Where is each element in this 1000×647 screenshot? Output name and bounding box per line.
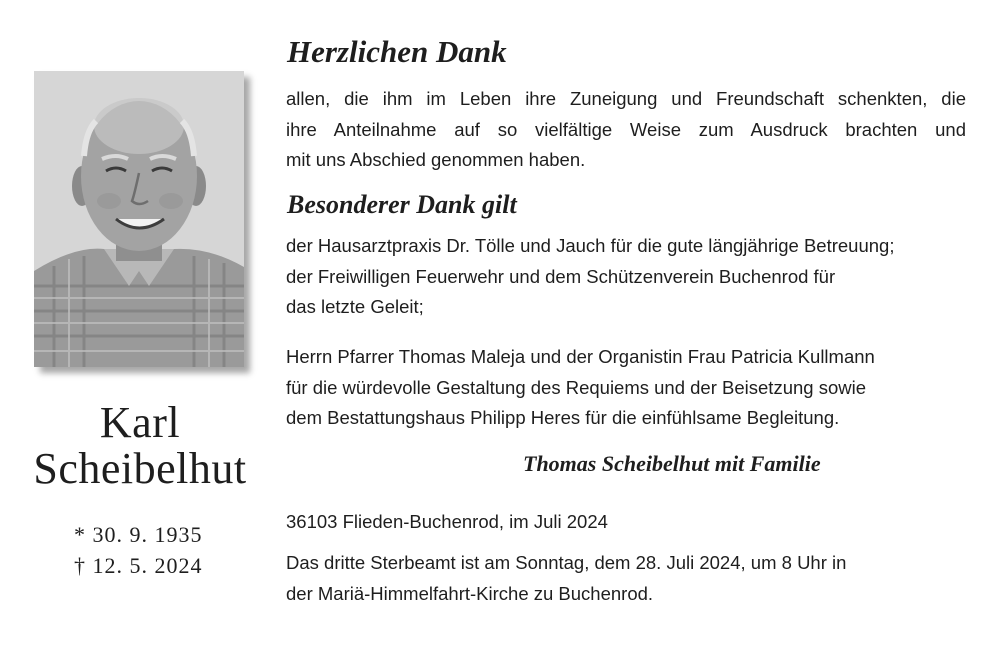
text-line: für die würdevolle Gestaltung des Requiems und der Beisetzung sowie [286,376,866,398]
thanks-heading: Herzlichen Dank [287,34,507,69]
deceased-first-name: Karl [99,398,181,447]
text-line: der Hausarztpraxis Dr. Tölle und Jauch für die gute längjährige Betreuung; [286,235,895,256]
text-line: dem Bestattungshaus Philipp Heres für die einfühlsame Begleitung. [286,407,840,428]
text-line: 36103 Flieden-Buchenrod, im Juli 2024 [286,511,608,532]
text-line: der Freiwilligen Feuerwehr und dem Schützenverein Buchenrod für [286,265,836,287]
text-line: Herrn Pfarrer Thomas Maleja und der Organistin Frau Patricia Kullmann [286,346,875,367]
text-line: der Mariä-Himmelfahrt-Kirche zu Buchenrod. [286,582,654,604]
text-line: das letzte Geleit; [286,296,424,317]
portrait-photo [34,71,244,367]
thanks-paragraph [286,84,966,176]
special-thanks-block-1 [286,231,966,323]
special-thanks-block-2 [286,342,966,434]
mass-notice [286,548,966,609]
death-date: † 12. 5. 2024 [74,553,203,578]
birth-date: * 30. 9. 1935 [74,522,203,547]
text-line: allen, die ihm im Leben ihre Zuneigung und Freundschaft schenkten, die [286,88,966,109]
place-and-date [286,507,966,538]
text-line: ihre Anteilnahme auf so vielfältige Weise zum Ausdruck brachten und [286,118,966,140]
text-line: mit uns Abschied genommen haben. [286,149,586,170]
family-signature: Thomas Scheibelhut mit Familie [523,451,821,476]
deceased-last-name: Scheibelhut [33,444,247,493]
text-line: Das dritte Sterbeamt ist am Sonntag, dem 28. Juli 2024, um 8 Uhr in [286,552,847,573]
special-thanks-heading: Besonderer Dank gilt [287,190,517,219]
